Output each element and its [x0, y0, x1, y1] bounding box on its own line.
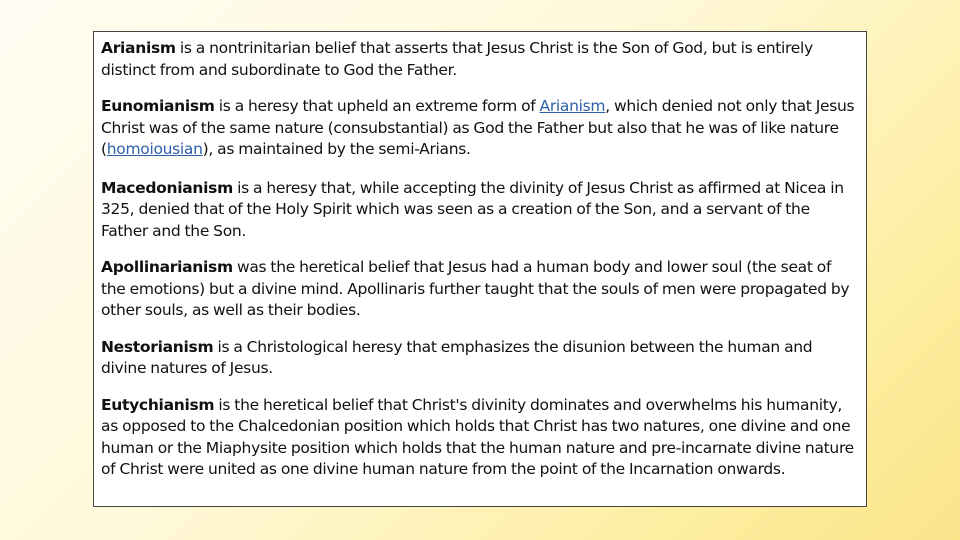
entry-term: Eutychianism — [101, 395, 215, 414]
entry-description: was the heretical belief that Jesus had a human body and lower soul (the seat of the emotions) but a divine mind. Apollinaris further taught that the souls of men were propagated by other souls, as well as their bodies. — [101, 258, 850, 319]
entry-macedonianism — [101, 178, 858, 243]
entry-description: , which denied not only that Jesus Christ was of the same nature (consubstantial) as God the Father but also that he was of like nature ( — [101, 97, 855, 158]
entry-description: ), as maintained by the semi-Arians. — [202, 140, 471, 158]
entry-description: is the heretical belief that Christ's divinity dominates and overwhelms his humanity, as opposed to the Chalcedonian position which holds that Christ has two natures, one divine and one human or the Miaphysite position which holds that the human nature and pre-incarnate divine nature of Christ were united as one divine human nature from the point of the Incarnation onwards. — [101, 395, 854, 478]
arianism-link[interactable]: Arianism — [539, 97, 606, 115]
entry-description: is a heresy that, while accepting the divinity of Jesus Christ as affirmed at Nicea in 325, denied that of the Holy Spirit which was seen as a creation of the Son, and a servant of the Father and the Son. — [101, 178, 844, 240]
entry-term: Eunomianism — [101, 97, 215, 115]
entry-eutychianism — [101, 395, 858, 481]
entry-term: Apollinarianism — [101, 258, 233, 276]
entry-description: is a nontrinitarian belief that asserts that Jesus Christ is the Son of God, but is entirely distinct from and subordinate to God the Father. — [101, 39, 813, 79]
entry-apollinarianism — [101, 257, 858, 322]
entry-description: is a Christological heresy that emphasizes the disunion between the human and divine natures of Jesus. — [101, 337, 813, 377]
entry-term: Arianism — [101, 39, 176, 57]
homoiousian-link[interactable]: homoiousian — [106, 140, 203, 158]
entry-term: Macedonianism — [101, 178, 233, 197]
entry-arianism — [101, 38, 858, 81]
entry-eunomianism — [101, 96, 858, 161]
entry-term: Nestorianism — [101, 337, 214, 356]
content-box — [93, 31, 867, 507]
entry-nestorianism — [101, 337, 858, 380]
entry-description: is a heresy that upheld an extreme form of — [214, 97, 540, 115]
